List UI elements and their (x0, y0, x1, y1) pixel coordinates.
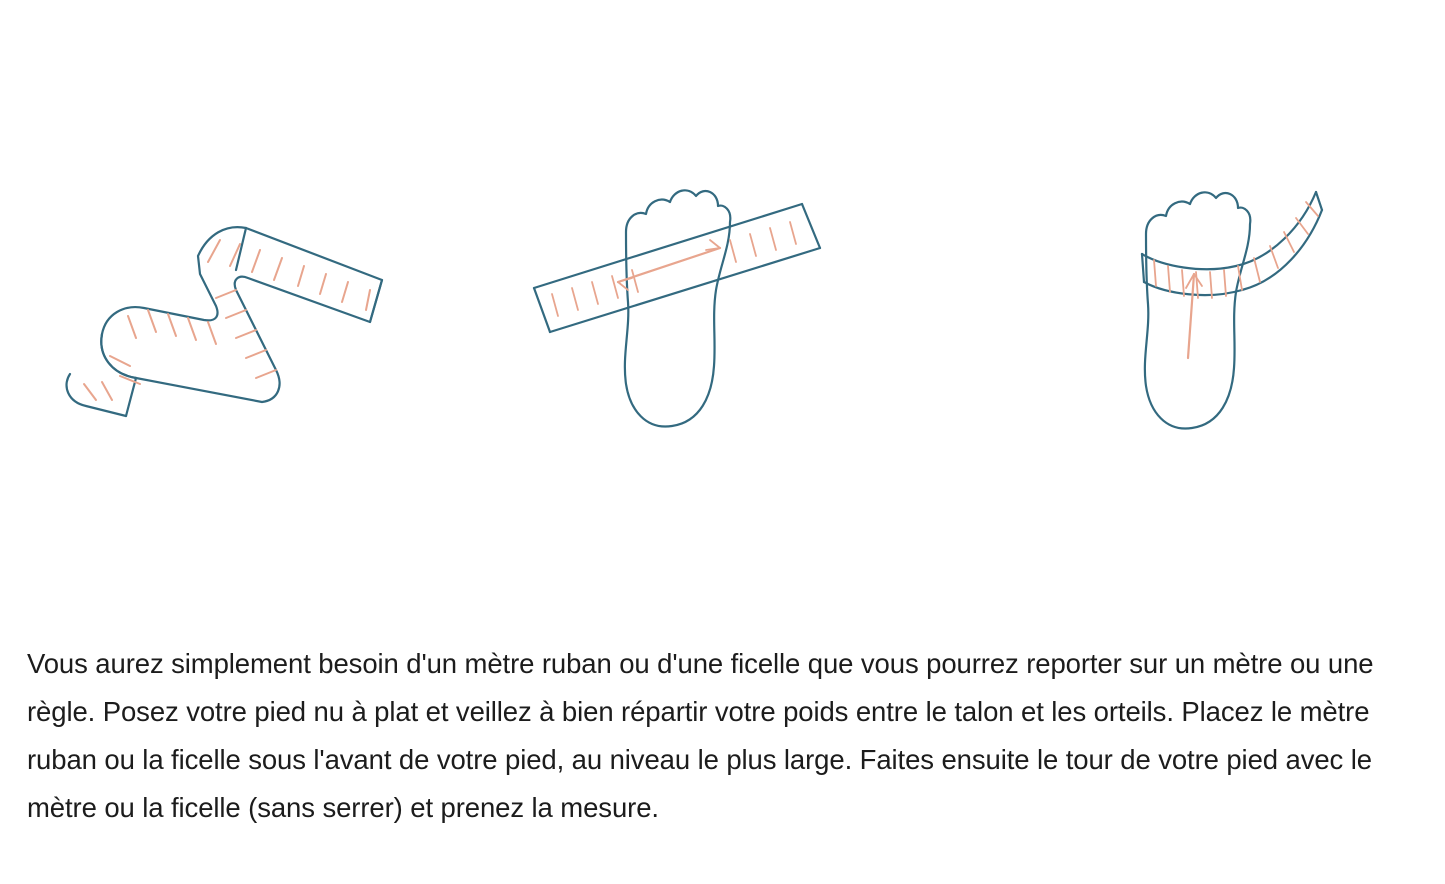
measuring-tape-icon (40, 170, 420, 470)
foot-width-illustration (530, 170, 870, 515)
measuring-tape-illustration (40, 170, 420, 475)
foot-girth-icon (1090, 170, 1390, 510)
measurement-instructions-text: Vous aurez simplement besoin d'un mètre ruban ou d'une ficelle que vous pourrez reporter sur un mètre ou une règle. Posez votre pied nu à plat et veillez à bien répartir votre poids entre le talon et les orteils. Placez le mètre ruban ou la ficelle sous l'avant de votre pied, au niveau le plus large. Faites ensuite le tour de votre pied avec le mètre ou la ficelle (sans serrer) et prenez la mesure. (27, 647, 1374, 823)
foot-girth-illustration (1090, 170, 1390, 515)
foot-width-icon (530, 170, 870, 510)
